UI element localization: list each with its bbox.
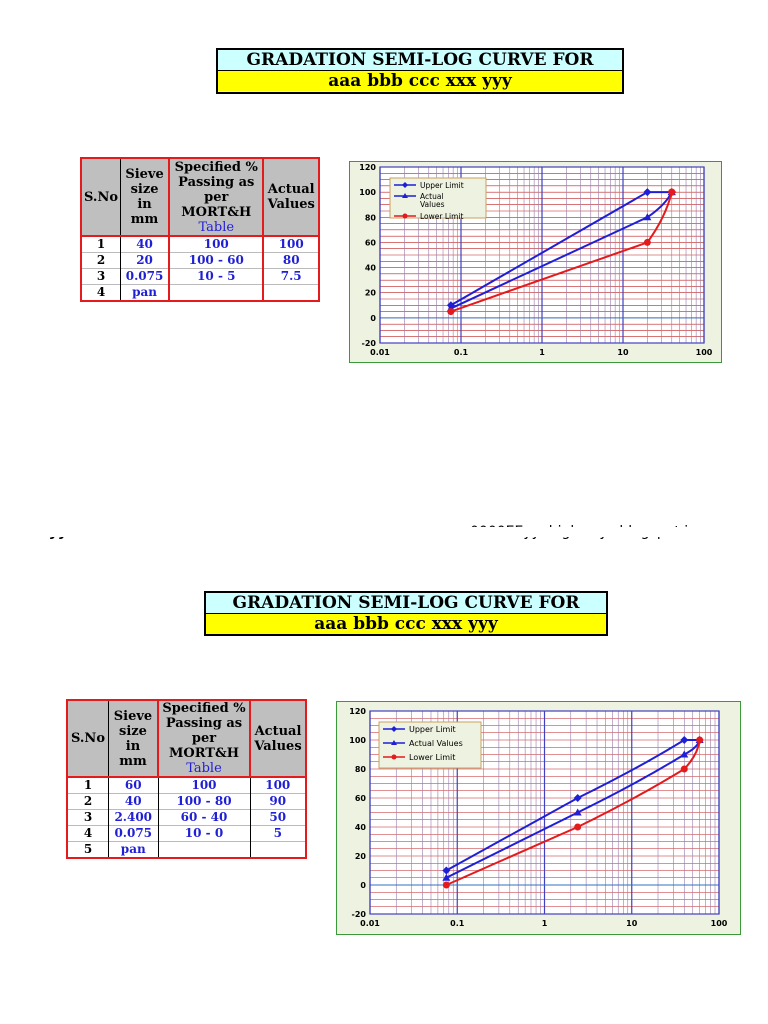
- gradation-table-2: [66, 699, 307, 859]
- x-tick-label: 100: [710, 919, 728, 928]
- cell-spec: [169, 285, 263, 302]
- y-tick-label: 0: [360, 881, 366, 890]
- x-tick-label: 1: [539, 348, 545, 357]
- header-sieve: Sieve size in mm: [109, 700, 159, 777]
- cell-sno: 5: [67, 842, 109, 859]
- x-tick-label: 10: [617, 348, 629, 357]
- y-tick-label: 20: [354, 852, 366, 861]
- cell-actual: 50: [250, 810, 306, 826]
- cell-sno: 1: [67, 777, 109, 794]
- header-spec-text: Specified % Passing as per MORT&H: [162, 701, 246, 761]
- y-tick-label: -20: [361, 339, 376, 348]
- table-row: [67, 794, 306, 810]
- table-row: [67, 826, 306, 842]
- page-title-box-2: [204, 591, 608, 636]
- page-subtitle-2: aaa bbb ccc xxx yyy: [206, 614, 606, 634]
- data-point-circle: [574, 824, 581, 831]
- cell-sno: 4: [81, 285, 121, 302]
- header-sno: S.No: [81, 158, 121, 236]
- cell-sno: 1: [81, 236, 121, 253]
- table-row: [67, 777, 306, 794]
- page-break: [0, 527, 768, 537]
- cell-actual: 100: [250, 777, 306, 794]
- gradation-table-1: [80, 157, 320, 302]
- cell-actual: 90: [250, 794, 306, 810]
- data-point-circle: [447, 308, 454, 315]
- cell-actual: [250, 842, 306, 859]
- page-subtitle-1: aaa bbb ccc xxx yyy: [218, 71, 622, 91]
- legend-label: Upper Limit: [420, 181, 464, 190]
- cell-sno: 2: [67, 794, 109, 810]
- table-header-row: [67, 700, 306, 777]
- cell-spec: 100: [169, 236, 263, 253]
- y-tick-label: 80: [354, 765, 366, 774]
- cell-sieve: 60: [109, 777, 159, 794]
- cell-sieve: 0.075: [109, 826, 159, 842]
- table-row: [81, 253, 319, 269]
- cell-spec: 60 - 40: [158, 810, 250, 826]
- x-tick-label: 0.01: [360, 919, 380, 928]
- header-spec-table: Table: [198, 219, 235, 235]
- header-spec: [169, 158, 263, 236]
- header-actual: Actual Values: [263, 158, 319, 236]
- cell-actual: [263, 285, 319, 302]
- data-point-circle: [681, 766, 688, 773]
- legend-label: Lower Limit: [420, 212, 464, 221]
- cell-sieve: 20: [121, 253, 170, 269]
- cell-sieve: 40: [121, 236, 170, 253]
- cell-spec: 10 - 0: [158, 826, 250, 842]
- data-point-circle: [668, 189, 675, 196]
- cell-sieve: 0.075: [121, 269, 170, 285]
- y-tick-label: 100: [349, 736, 366, 745]
- table-row: [81, 236, 319, 253]
- gradation-chart-1: [349, 161, 722, 363]
- cell-spec: [158, 842, 250, 859]
- y-tick-label: 80: [364, 213, 376, 223]
- cell-spec: 100 - 80: [158, 794, 250, 810]
- y-tick-label: 120: [359, 163, 376, 172]
- y-tick-label: -20: [351, 910, 366, 919]
- data-point-circle: [644, 239, 651, 246]
- cell-sieve: 40: [109, 794, 159, 810]
- data-point-circle: [443, 882, 450, 889]
- cell-spec: 100 - 60: [169, 253, 263, 269]
- gradation-chart-2: [336, 701, 741, 935]
- x-tick-label: 0.1: [453, 348, 469, 357]
- legend-label: Lower Limit: [409, 753, 456, 762]
- page-title-2: GRADATION SEMI-LOG CURVE FOR: [206, 593, 606, 614]
- cell-sno: 4: [67, 826, 109, 842]
- y-tick-label: 60: [354, 794, 366, 803]
- cell-spec: 100: [158, 777, 250, 794]
- cell-sieve: pan: [109, 842, 159, 859]
- header-sieve: Sieve size in mm: [121, 158, 170, 236]
- cell-sieve: pan: [121, 285, 170, 302]
- y-tick-label: 60: [364, 238, 376, 248]
- cell-sieve: 2.400: [109, 810, 159, 826]
- table-row: [67, 810, 306, 826]
- gradation-chart-svg-1: [350, 162, 721, 362]
- gradation-chart-svg-2: [337, 702, 740, 934]
- cell-actual: 80: [263, 253, 319, 269]
- cell-actual: 100: [263, 236, 319, 253]
- legend-marker-circle: [392, 755, 397, 760]
- y-tick-label: 0: [370, 313, 376, 323]
- cell-sno: 2: [81, 253, 121, 269]
- cell-spec: 10 - 5: [169, 269, 263, 285]
- cell-actual: 7.5: [263, 269, 319, 285]
- cell-sno: 3: [81, 269, 121, 285]
- table-row: [81, 269, 319, 285]
- y-tick-label: 100: [359, 188, 376, 198]
- y-tick-label: 40: [354, 823, 366, 832]
- x-tick-label: 1: [541, 919, 548, 928]
- header-spec: [158, 700, 250, 777]
- header-sno: S.No: [67, 700, 109, 777]
- cell-sno: 3: [67, 810, 109, 826]
- legend-label: Values: [420, 200, 445, 209]
- cell-actual: 5: [250, 826, 306, 842]
- header-actual: Actual Values: [250, 700, 306, 777]
- y-tick-label: 20: [364, 288, 376, 298]
- page-title-1: GRADATION SEMI-LOG CURVE FOR: [218, 50, 622, 71]
- table-row: [67, 842, 306, 859]
- y-tick-label: 120: [349, 707, 366, 716]
- legend-label: Actual Values: [409, 739, 463, 748]
- x-tick-label: 0.01: [370, 348, 390, 357]
- x-tick-label: 10: [626, 919, 638, 928]
- y-tick-label: 40: [364, 263, 376, 273]
- data-point-circle: [696, 737, 703, 744]
- x-tick-label: 100: [695, 348, 713, 357]
- header-spec-text: Specified % Passing as per MORT&H: [174, 159, 258, 220]
- x-tick-label: 0.1: [450, 919, 465, 928]
- table-row: [81, 285, 319, 302]
- legend-marker-circle: [403, 214, 408, 219]
- table-header-row: [81, 158, 319, 236]
- header-spec-table: Table: [186, 761, 222, 776]
- legend-label: Actual: [420, 192, 444, 201]
- page-title-box-1: [216, 48, 624, 94]
- legend-label: Upper Limit: [409, 725, 456, 734]
